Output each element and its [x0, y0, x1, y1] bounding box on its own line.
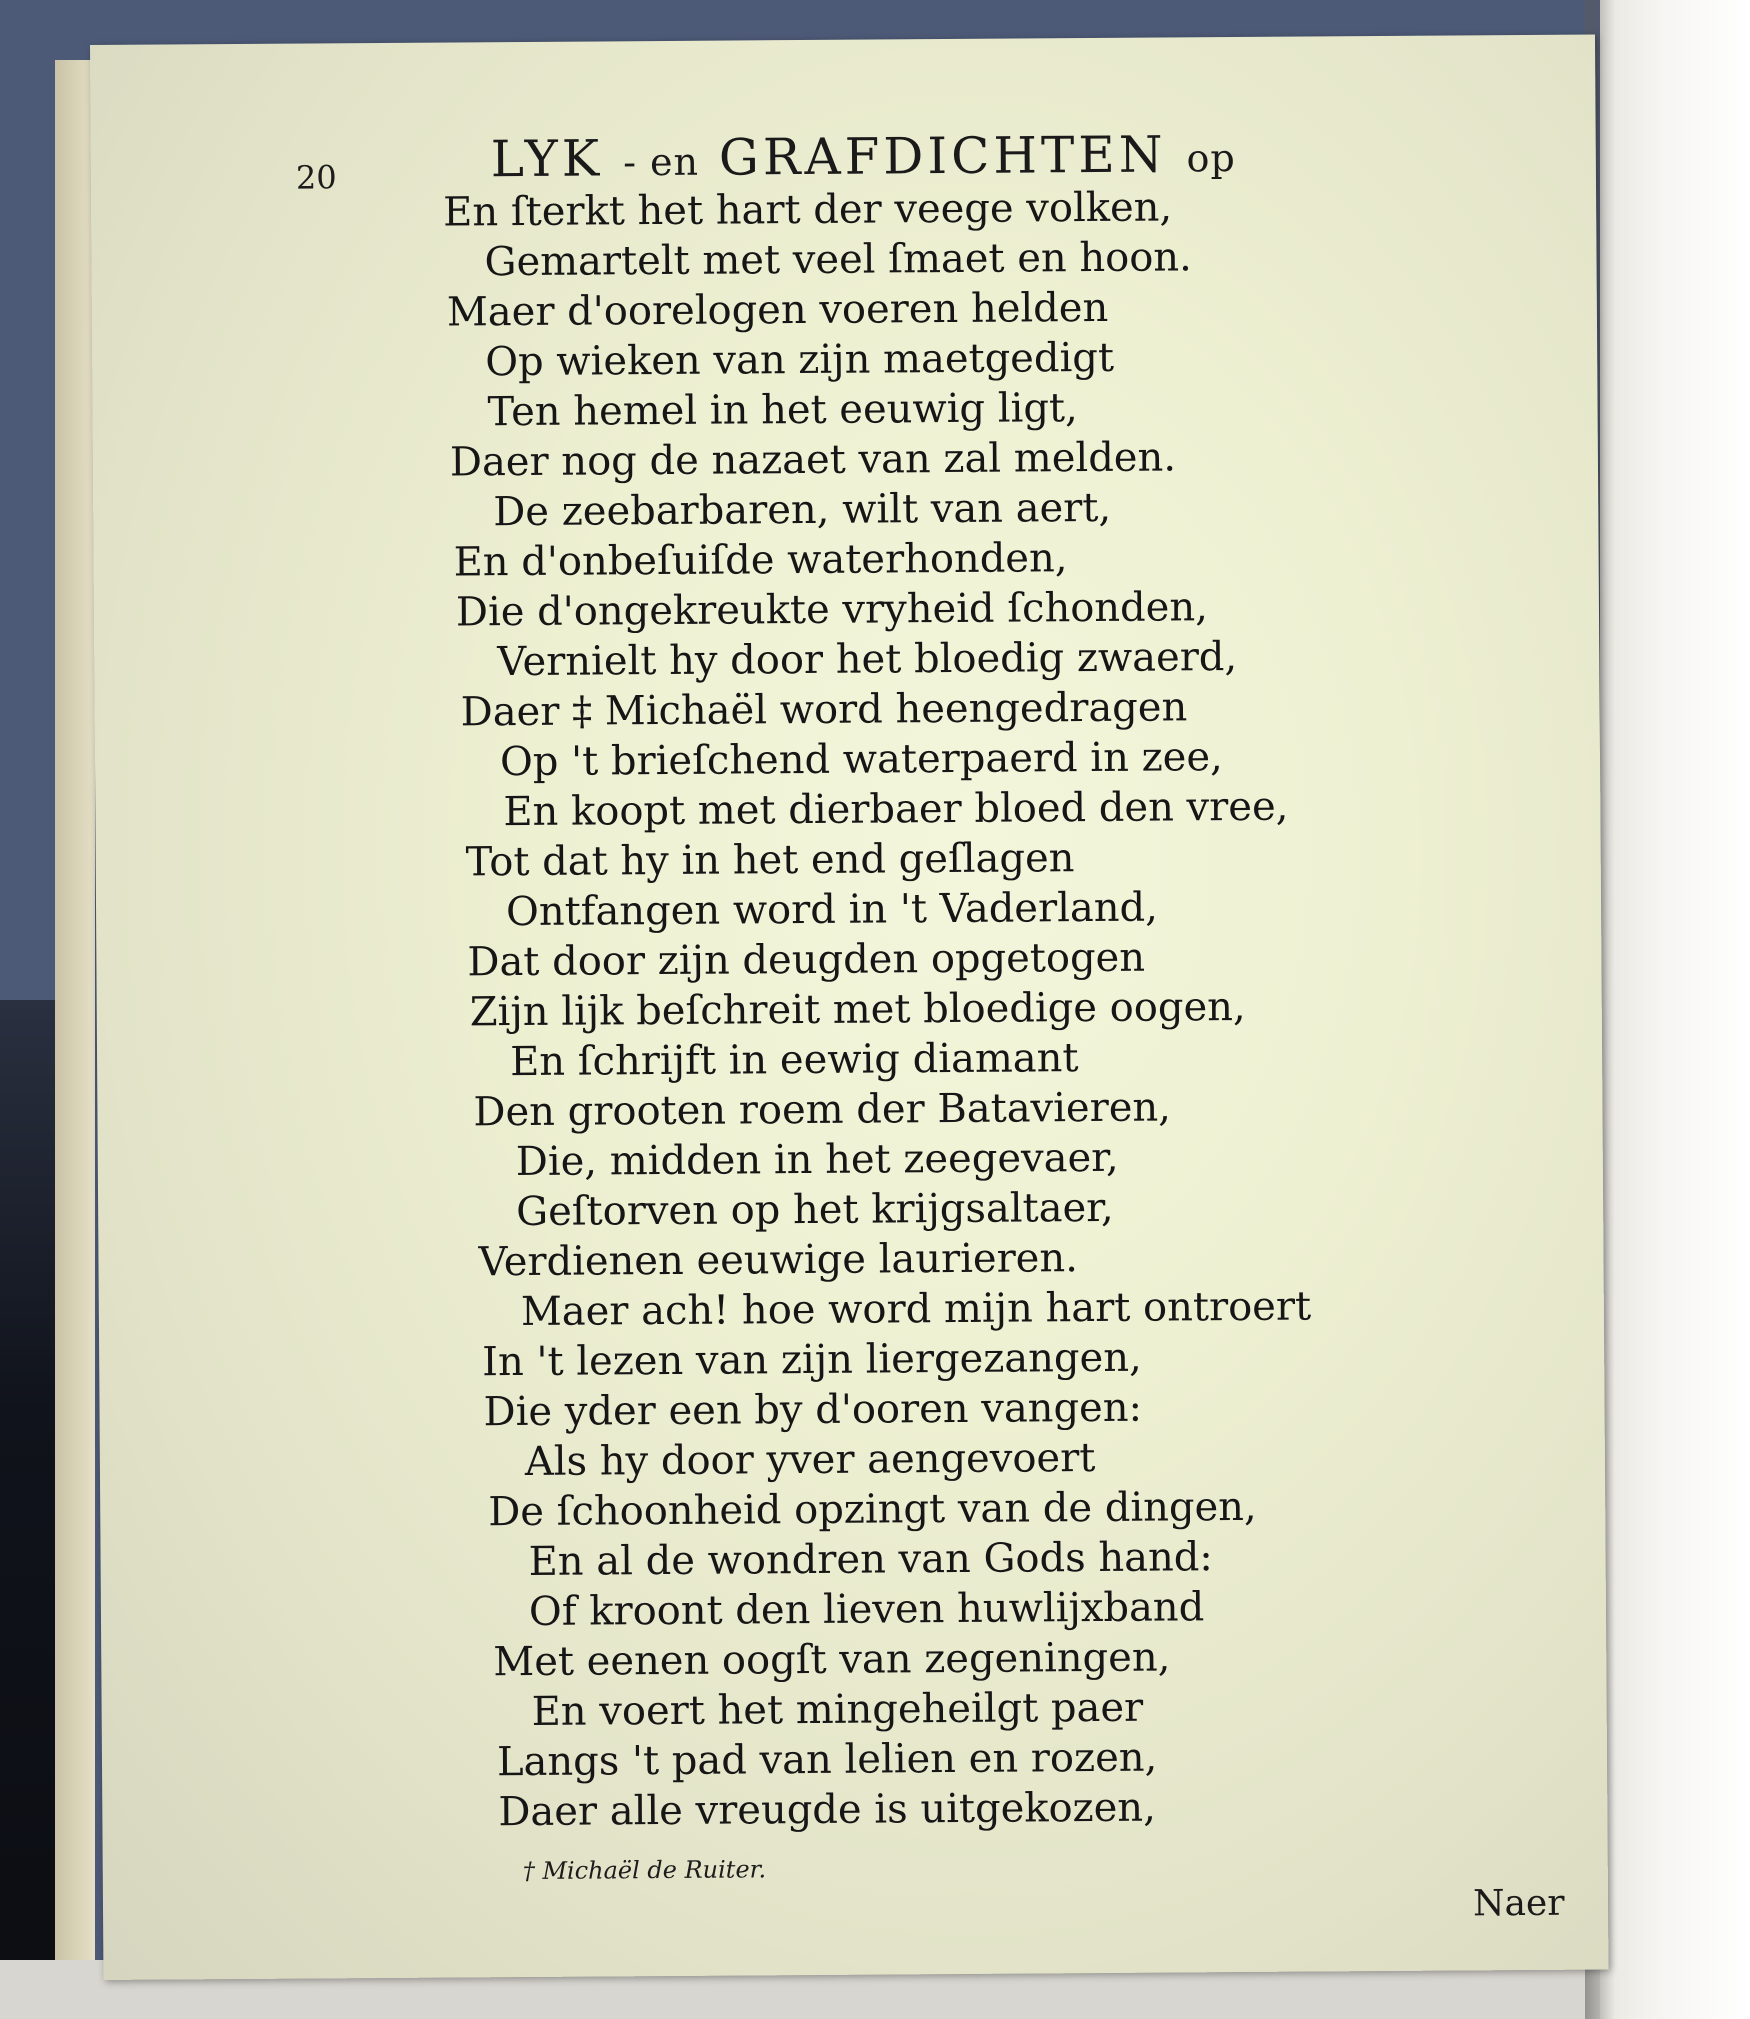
page-number: 20	[295, 158, 337, 197]
poem-line: Die, midden in het zeegevaer,	[515, 1134, 1119, 1186]
running-head	[491, 124, 1451, 189]
poem-line: Daer ‡ Michaël word heengedragen	[460, 684, 1188, 736]
poem-line: In 't lezen van zijn liergezangen,	[482, 1334, 1142, 1386]
running-head-part-1: LYK	[490, 129, 604, 189]
book-page	[90, 34, 1608, 1979]
poem-line: Tot dat hy in het end geſlagen	[465, 835, 1075, 886]
poem-line: En d'onbeſuiſde waterhonden,	[453, 535, 1068, 586]
poem-line: Geſtorven op het krijgsaltaer,	[515, 1184, 1114, 1236]
poem-line: Of kroont den lieven huwlijxband	[528, 1584, 1205, 1635]
poem-line: Daer alle vreugde is uitgekozen,	[498, 1784, 1156, 1836]
poem-line: En al de wondren van Gods hand:	[528, 1534, 1213, 1585]
poem-line: Op 't brieſchend waterpaerd in zee,	[499, 734, 1223, 786]
poem-line: Met eenen oogſt van zegeningen,	[493, 1634, 1171, 1686]
poem-line: En koopt met dierbaer bloed den vree,	[503, 783, 1289, 836]
poem-line: Ontfangen word in 't Vaderland,	[505, 884, 1159, 936]
poem-line: Daer nog de nazaet van zal melden.	[449, 434, 1177, 486]
poem-line: Vernielt hy door het bloedig zwaerd,	[497, 634, 1238, 686]
poem-line: En voert het mingeheilgt paer	[531, 1684, 1144, 1735]
poem-line: Den grooten roem der Batavieren,	[473, 1084, 1172, 1136]
poem-line: De zeebarbaren, wilt van aert,	[493, 484, 1112, 536]
poem-line: Zijn lijk beſchreit met bloedige oogen,	[469, 983, 1246, 1036]
running-head-part-2: - en	[622, 139, 700, 185]
footnote: † Michaël de Ruiter.	[522, 1855, 767, 1886]
poem-line: Dat door zijn deugden opgetogen	[467, 934, 1146, 986]
poem-line: Langs 't pad van lelien en rozen,	[496, 1734, 1158, 1786]
poem-line: Als hy door yver aengevoert	[524, 1435, 1096, 1485]
poem-line: Verdienen eeuwige laurieren.	[478, 1235, 1079, 1286]
running-head-part-3: GRAFDICHTEN	[718, 125, 1167, 187]
poem-line: Die d'ongekreukte vryheid ſchonden,	[455, 584, 1209, 636]
poem-line: En ſterkt het hart der veege volken,	[443, 184, 1173, 236]
poem-line: De ſchoonheid opzingt van de dingen,	[488, 1483, 1257, 1536]
running-head-part-4: op	[1186, 136, 1236, 181]
poem-line: Gemartelt met veel ſmaet en hoon.	[484, 234, 1192, 286]
poem-line: Ten hemel in het eeuwig ligt,	[487, 385, 1078, 436]
poem-line: En ſchrijft in eewig diamant	[509, 1035, 1079, 1086]
poem-line: Die yder een by d'ooren vangen:	[483, 1384, 1143, 1436]
poem-line: Maer ach! hoe word mijn hart ontroert	[520, 1283, 1312, 1336]
poem-line: Op wieken van zijn maetgedigt	[485, 334, 1115, 386]
facing-page-edge	[1600, 0, 1750, 2019]
page-stack-edge	[55, 60, 95, 1960]
poem-line: Maer d'oorelogen voeren helden	[446, 284, 1109, 336]
catchword: Naer	[1472, 1882, 1565, 1925]
